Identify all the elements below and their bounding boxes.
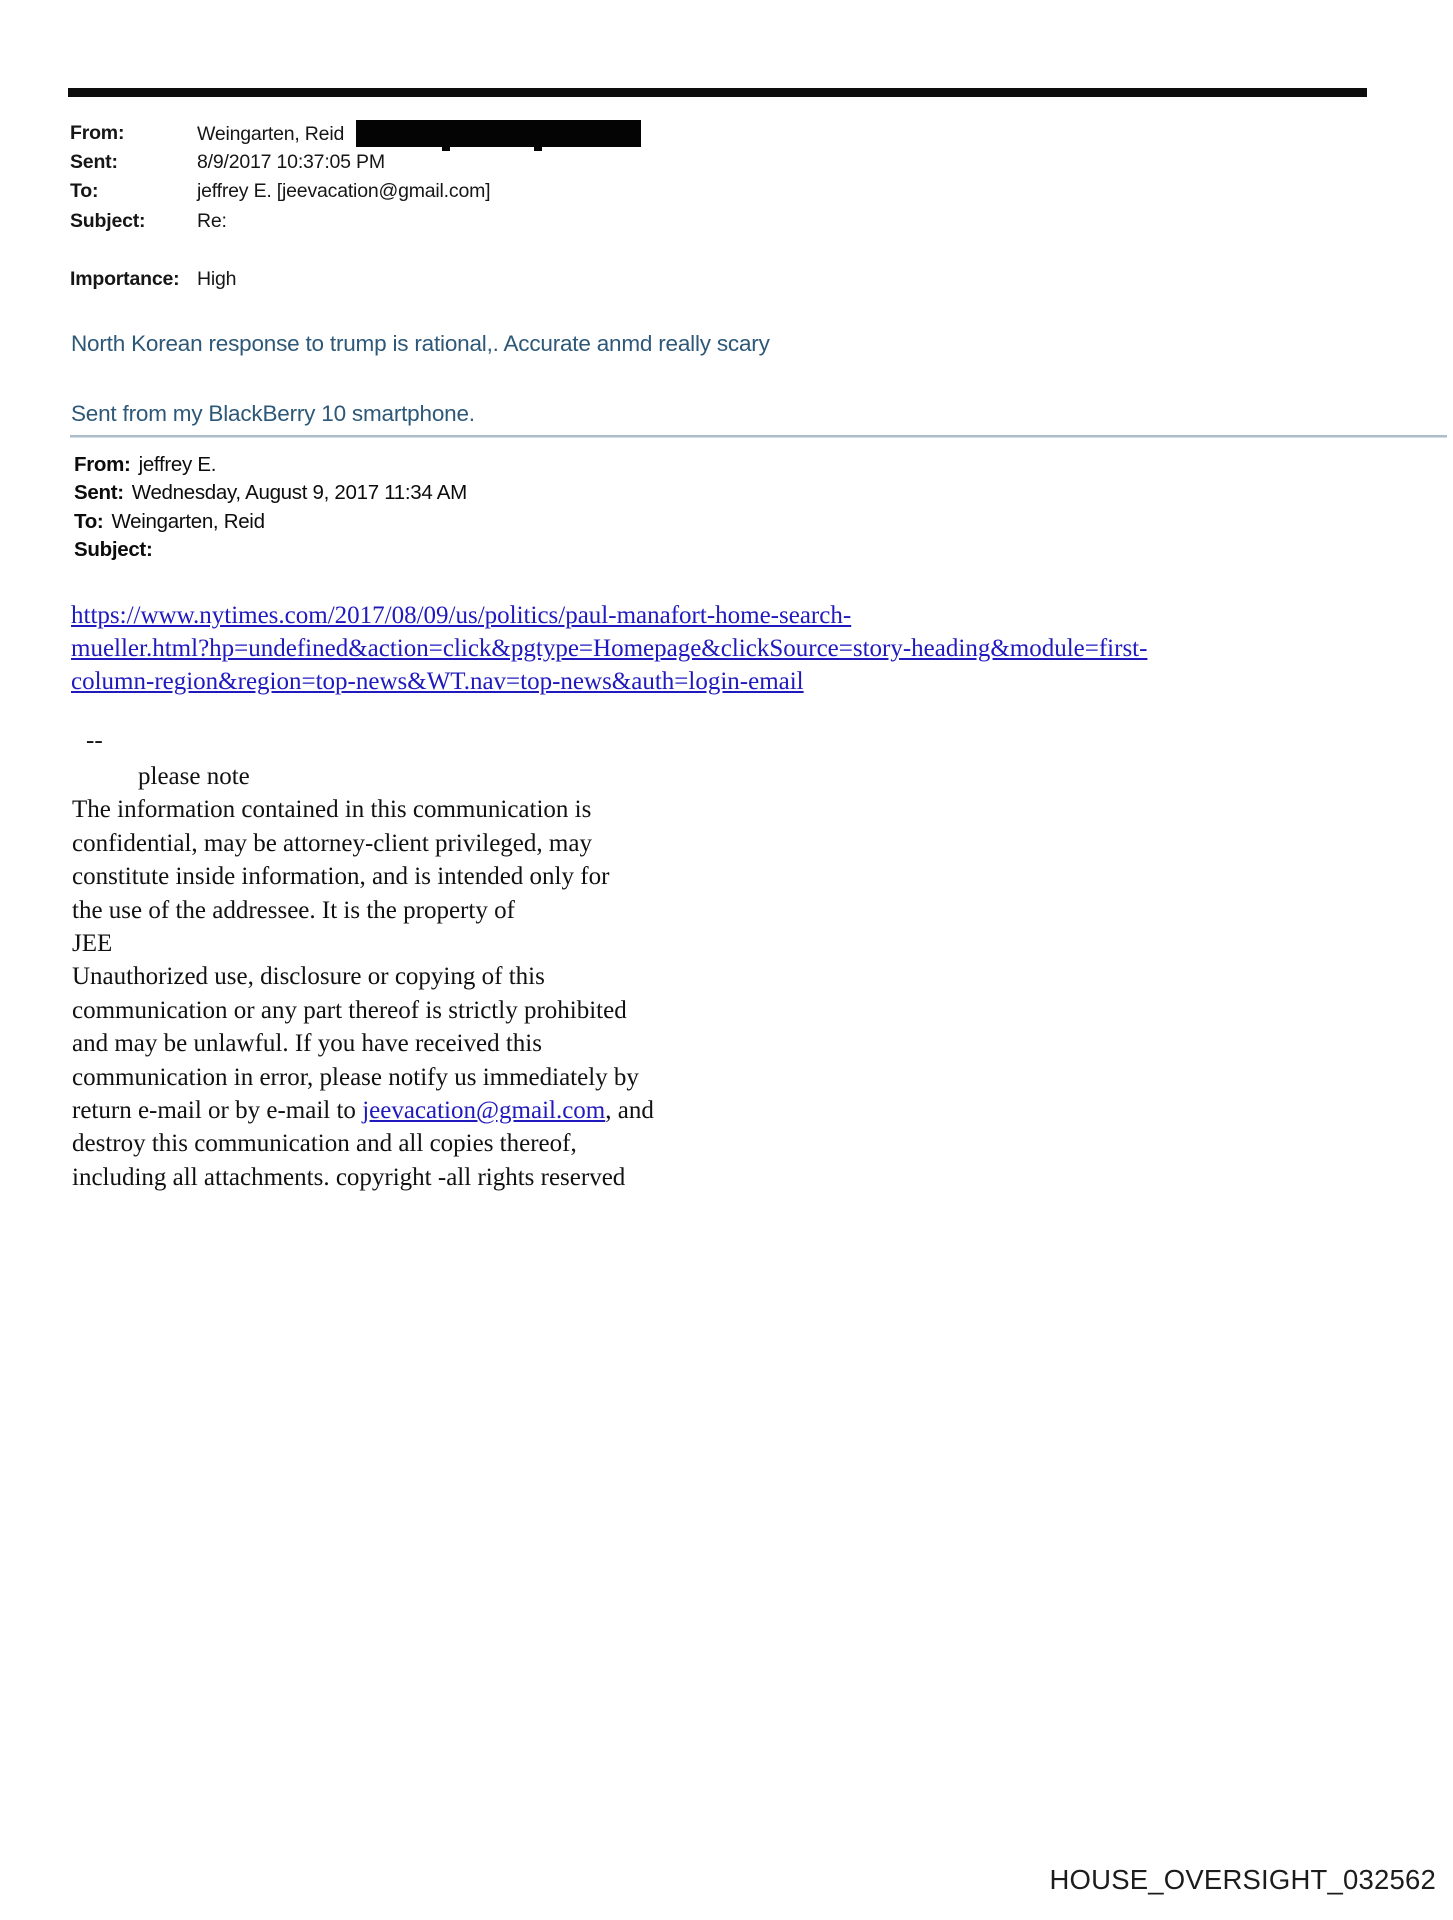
quoted-from-label: From: (74, 453, 131, 476)
quoted-row-to (74, 510, 467, 538)
disclaimer-line: confidential, may be attorney-client privileged, may (72, 829, 592, 857)
disclaimer-line: including all attachments. copyright -all rights reserved (72, 1163, 626, 1191)
header-row-from (70, 119, 641, 148)
jeevacation-email-link[interactable]: jeevacation@gmail.com (362, 1097, 606, 1125)
quoted-row-subject (74, 538, 467, 566)
importance-label: Importance: (70, 268, 180, 291)
disclaimer-line: communication in error, please notify us immediately by (72, 1063, 639, 1091)
quoted-sent-label: Sent: (74, 481, 124, 505)
confidentiality-disclaimer (72, 760, 654, 1194)
article-link-line-3[interactable]: column-region&region=top-news&WT.nav=top-news&auth=login-email (71, 667, 804, 695)
from-label: From: (70, 122, 125, 145)
subject-label: Subject: (70, 209, 146, 232)
to-label: To: (70, 180, 99, 203)
quoted-row-sent (74, 481, 467, 509)
quoted-from-value: jeffrey E. (138, 453, 217, 476)
disclaimer-line: The information contained in this communication is (72, 796, 592, 824)
quoted-subject-label: Subject: (74, 537, 153, 561)
disclaimer-line: Unauthorized use, disclosure or copying of this (72, 963, 545, 991)
from-value (197, 120, 641, 147)
header-rule (68, 88, 1367, 97)
quoted-email-header (74, 453, 467, 566)
article-link-line-2[interactable]: mueller.html?hp=undefined&action=click&pgtype=Homepage&clickSource=story-heading&module=first- (71, 634, 1148, 662)
disclaimer-line: the use of the addressee. It is the property of (72, 896, 515, 924)
quoted-to-value: Weingarten, Reid (111, 509, 265, 533)
disclaimer-line: destroy this communication and all copies thereof, (72, 1130, 577, 1158)
email-header-block (70, 119, 641, 294)
signature-separator: -- (86, 727, 103, 754)
disclaimer-line: constitute inside information, and is intended only for (72, 863, 610, 891)
header-row-subject (70, 207, 641, 236)
header-row-importance (70, 265, 641, 294)
disclaimer-line: JEE (72, 930, 113, 958)
importance-value: High (197, 268, 237, 291)
quoted-row-from (74, 453, 467, 481)
blackberry-signature: Sent from my BlackBerry 10 smartphone. (71, 401, 475, 426)
header-row-sent (70, 148, 641, 177)
disclaimer-email-line (72, 1094, 654, 1127)
sent-label: Sent: (70, 151, 118, 174)
quoted-sent-value: Wednesday, August 9, 2017 11:34 AM (131, 481, 467, 505)
disclaimer-note-line: please note (138, 763, 250, 790)
sent-value: 8/9/2017 10:37:05 PM (197, 151, 385, 174)
quoted-to-label: To: (74, 509, 104, 533)
to-value: jeffrey E. [jeevacation@gmail.com] (197, 180, 491, 203)
nytimes-article-link (71, 600, 1147, 698)
message-body-text: North Korean response to trump is rational,. Accurate anmd really scary (71, 331, 770, 356)
email-line-prefix: return e-mail or by e-mail to (72, 1097, 363, 1125)
subject-value: Re: (197, 209, 227, 232)
from-sender-name: Weingarten, Reid (197, 123, 345, 146)
disclaimer-line: and may be unlawful. If you have received this (72, 1030, 542, 1058)
email-line-suffix: , and (605, 1097, 654, 1125)
disclaimer-line: communication or any part thereof is strictly prohibited (72, 996, 627, 1024)
redaction-bar (356, 120, 641, 147)
article-link-line-1[interactable]: https://www.nytimes.com/2017/08/09/us/politics/paul-manafort-home-search- (71, 602, 852, 629)
bates-stamp: HOUSE_OVERSIGHT_032562 (1049, 1864, 1436, 1895)
header-row-to (70, 177, 641, 206)
reply-divider-line (70, 435, 1447, 438)
